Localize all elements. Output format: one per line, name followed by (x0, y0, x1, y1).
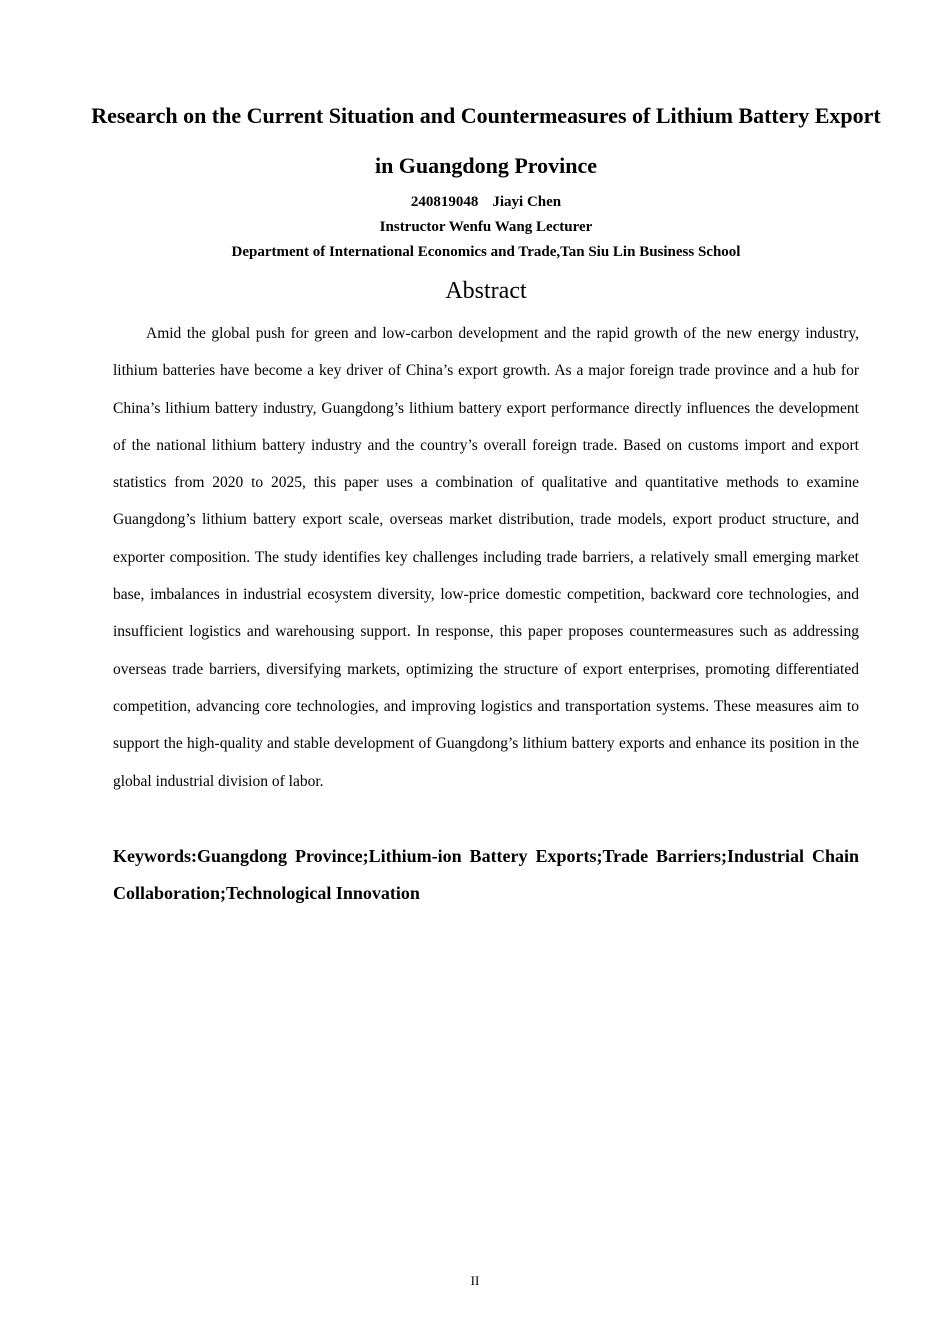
abstract-heading: Abstract (445, 278, 527, 304)
paper-title: Research on the Current Situation and Countermeasures of Lithium Battery Export in Guangdong Province (91, 103, 881, 178)
student-id: 240819048 (410, 194, 479, 210)
abstract-paragraph: Amid the global push for green and low-carbon development and the rapid growth of the new energy industry, lithium batteries have become a key driver of China’s export growth. As a major foreign trade province and a hub for China’s lithium battery industry, Guangdong’s lithium battery export performance directly influences the development of the national lithium battery industry and the country’s overall foreign trade. Based on customs import and export statistics from 2020 to 2025, this paper uses a combination of qualitative and quantitative methods to examine Guangdong’s lithium battery export scale, overseas market distribution, trade models, export product structure, and exporter composition. The study identifies key challenges including trade barriers, a relatively small emerging market base, imbalances in industrial ecosystem diversity, low-price domestic competition, backward core technologies, and insufficient logistics and warehousing support. In response, this paper proposes countermeasures such as addressing overseas trade barriers, diversifying markets, optimizing the structure of export enterprises, promoting differentiated competition, advancing core technologies, and improving logistics and transportation systems. These measures aim to support the high-quality and stable development of Guangdong’s lithium battery exports and enhance its position in the global industrial division of labor. (113, 325, 859, 790)
page-number: II (470, 1273, 480, 1288)
author-name: Jiayi Chen (492, 194, 562, 210)
author-block (80, 190, 892, 265)
department-line: Department of International Economics and Trade,Tan Siu Lin Business School (231, 244, 741, 260)
author-line (80, 190, 892, 215)
instructor-line: Instructor Wenfu Wang Lecturer (379, 219, 593, 235)
keywords-line: Keywords:Guangdong Province;Lithium-ion Battery Exports;Trade Barriers;Industrial Chain Collaboration;Technological Innovation (113, 846, 859, 903)
